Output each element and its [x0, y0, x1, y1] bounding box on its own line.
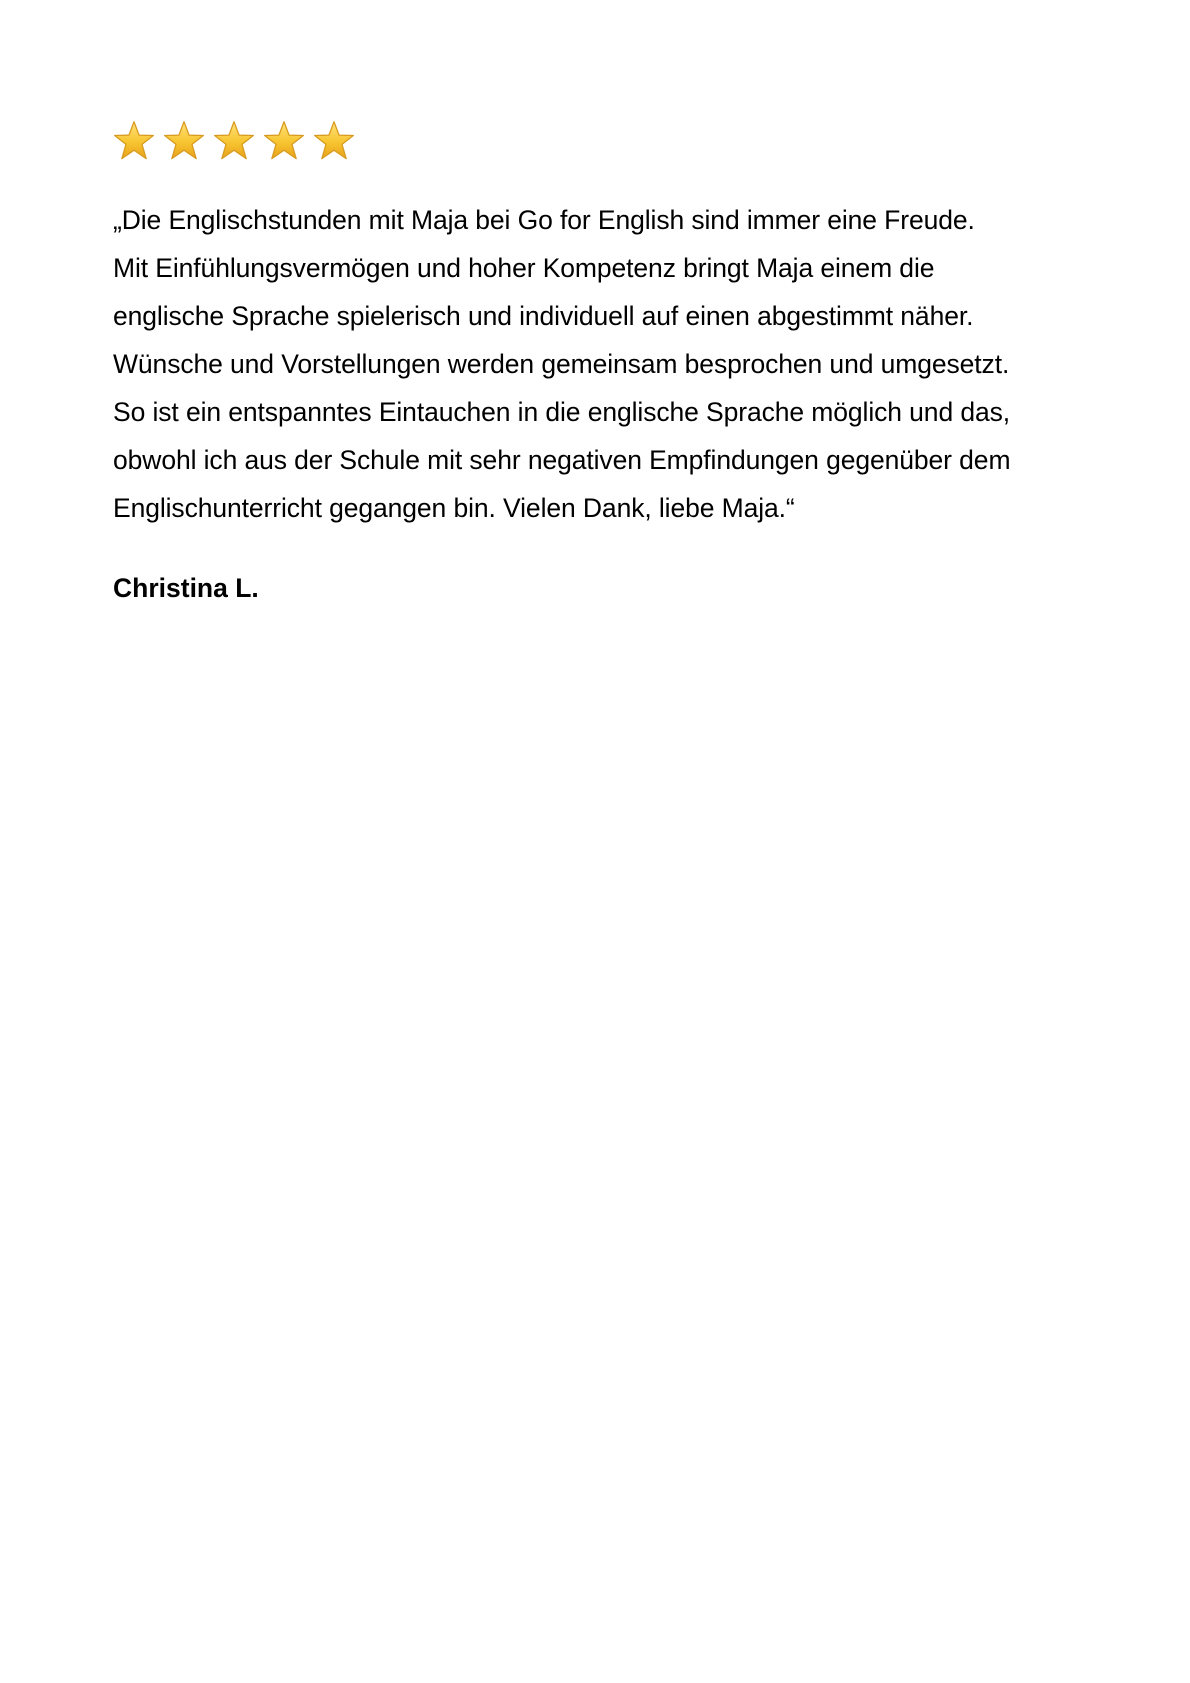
review-line: englische Sprache spielerisch und individuell auf einen abgestimmt näher. [113, 301, 974, 331]
review-line: Wünsche und Vorstellungen werden gemeinsam besprochen und umgesetzt. [113, 349, 1010, 379]
star-icon [313, 120, 355, 162]
review-line: So ist ein entspanntes Eintauchen in die englische Sprache möglich und das, [113, 397, 1011, 427]
review-line: „Die Englischstunden mit Maja bei Go for English sind immer eine Freude. [113, 205, 975, 235]
star-icon [213, 120, 255, 162]
review-line: Englischunterricht gegangen bin. Vielen Dank, liebe Maja.“ [113, 493, 795, 523]
star-icon [113, 120, 155, 162]
review-author: Christina L. [113, 573, 259, 603]
review-line: obwohl ich aus der Schule mit sehr negativen Empfindungen gegenüber dem [113, 445, 1011, 475]
star-icon [263, 120, 305, 162]
review-line: Mit Einfühlungsvermögen und hoher Kompetenz bringt Maja einem die [113, 253, 935, 283]
review-text [113, 196, 1113, 532]
star-icon [163, 120, 205, 162]
star-rating [113, 120, 355, 166]
